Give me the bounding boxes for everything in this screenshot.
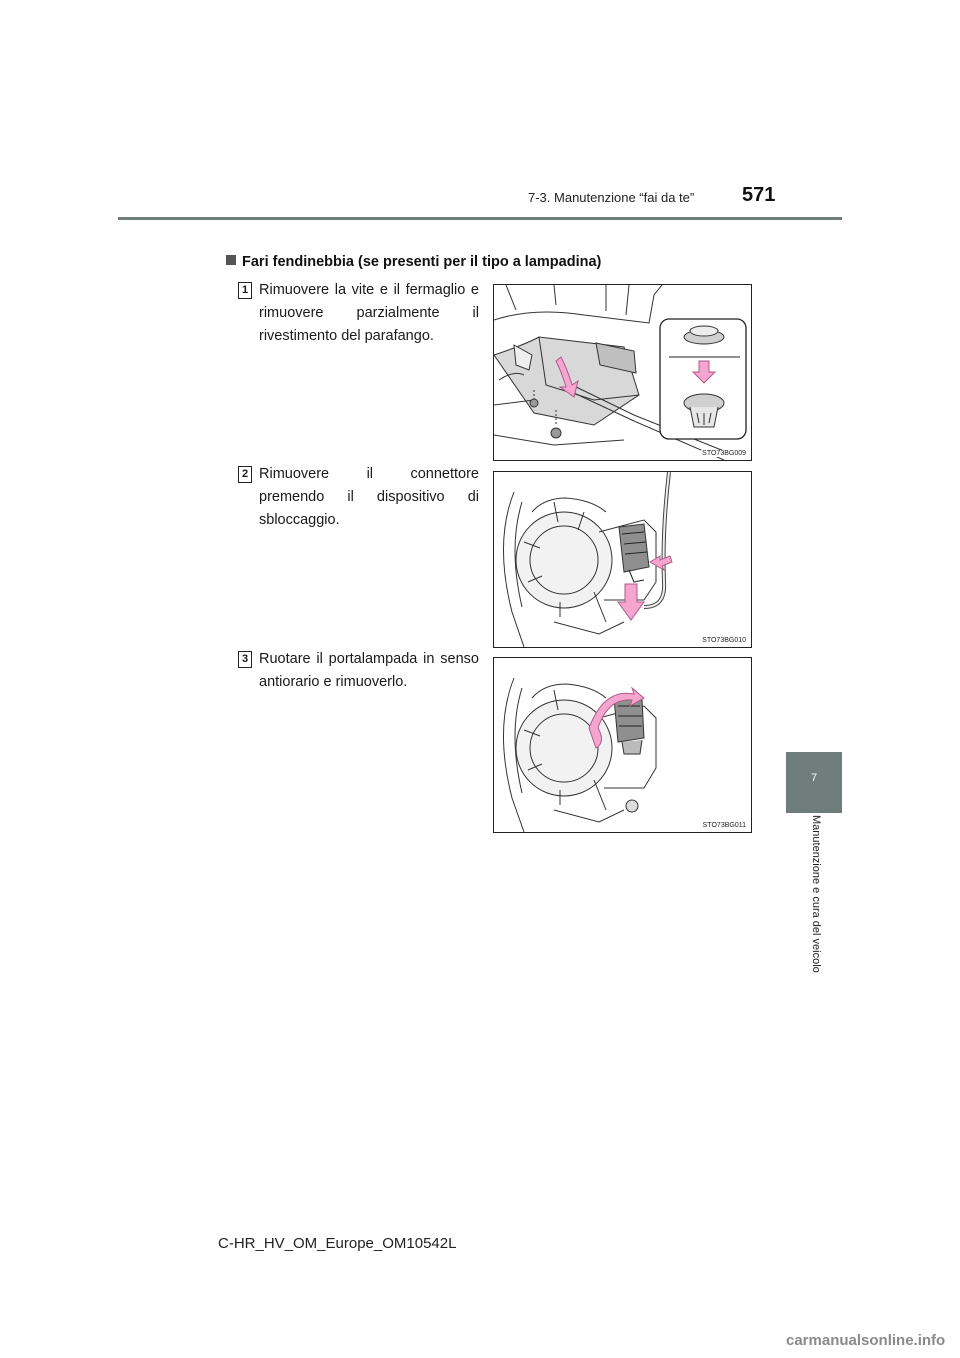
step-3-text: Ruotare il portalampada in senso antiorario e rimuoverlo. — [259, 651, 479, 690]
step-2-text: Rimuovere il connettore premendo il dispositivo di sbloccaggio. — [259, 466, 479, 528]
step-1-figure — [493, 284, 752, 461]
step-1-badge: 1 — [238, 282, 252, 299]
chapter-title-text: Manutenzione e cura del veicolo — [810, 815, 822, 973]
chapter-tab-divider — [786, 810, 842, 813]
step-3-badge: 3 — [238, 651, 252, 668]
page-number: 571 — [742, 184, 776, 206]
step-2-badge: 2 — [238, 466, 252, 483]
chapter-tab — [786, 752, 842, 810]
header-rule — [118, 217, 842, 220]
step-3-figure-code: STO73BG011 — [702, 822, 746, 829]
footer-document-id: C-HR_HV_OM_Europe_OM10542L — [218, 1235, 457, 1252]
connector-illustration — [494, 472, 751, 647]
step-1-figure-code: STO73BG009 — [702, 450, 746, 457]
step-2-figure-code: STO73BG010 — [702, 637, 746, 644]
section-square-icon — [226, 255, 236, 265]
bulb-holder-illustration — [494, 658, 751, 832]
watermark: carmanualsonline.info — [786, 1332, 946, 1349]
header-section: 7-3. Manutenzione “fai da te” — [528, 190, 695, 205]
section-title — [226, 254, 601, 270]
chapter-title-vertical — [806, 815, 822, 985]
step-1-text: Rimuovere la vite e il fermaglio e rimuovere parzialmente il rivestimento del parafango. — [259, 282, 479, 344]
step-2-figure — [493, 471, 752, 648]
step-3-figure — [493, 657, 752, 833]
chapter-tab-number: 7 — [810, 772, 818, 784]
fender-liner-illustration — [494, 285, 751, 460]
section-title-text: Fari fendinebbia (se presenti per il tipo a lampadina) — [242, 254, 602, 270]
